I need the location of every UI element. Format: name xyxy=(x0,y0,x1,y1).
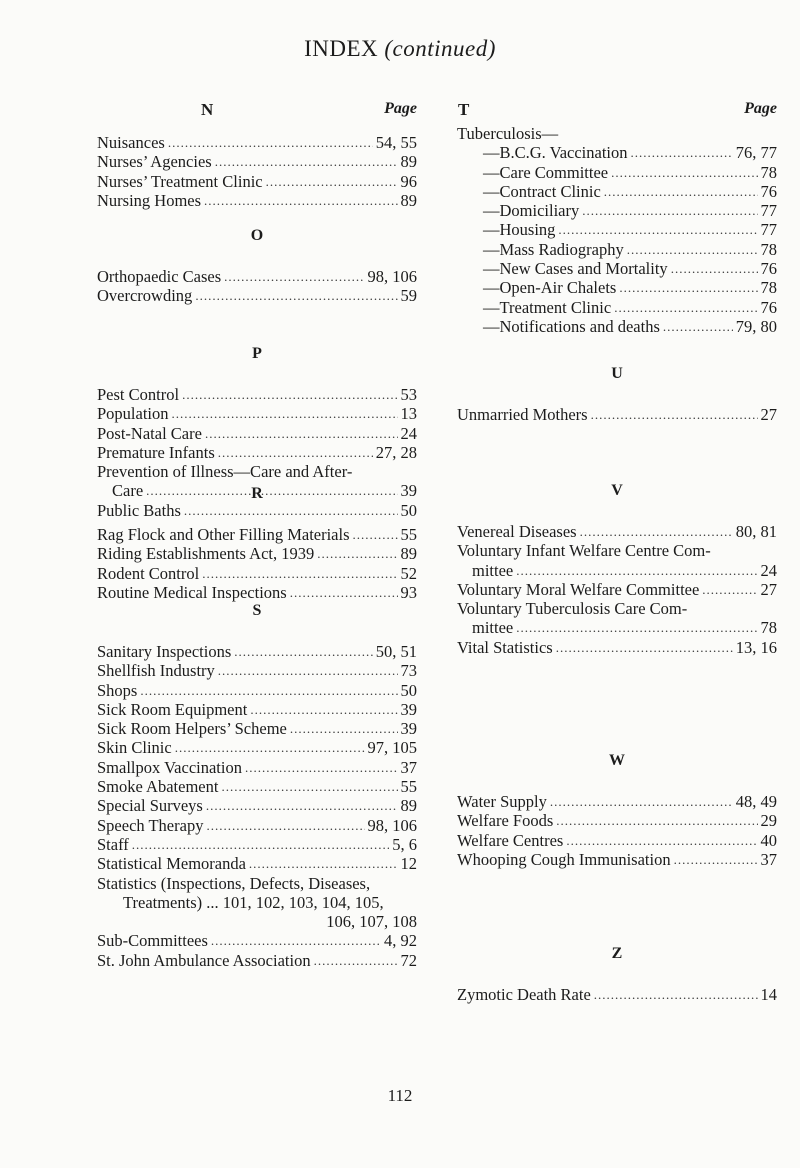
index-entry xyxy=(97,544,417,563)
entry-page: 73 xyxy=(400,661,417,681)
leader-dots xyxy=(556,638,733,657)
index-entry xyxy=(97,719,417,738)
entry-term: Routine Medical Inspections xyxy=(97,582,287,602)
entry-term: Nurses’ Agencies xyxy=(97,152,212,172)
entry-term: Premature Infants xyxy=(97,442,215,462)
index-entry xyxy=(97,642,417,661)
leader-dots xyxy=(175,738,365,757)
entry-page: 13 xyxy=(400,404,417,424)
entry-page: 78 xyxy=(760,239,777,259)
index-entry xyxy=(97,758,417,777)
leader-dots xyxy=(663,317,733,336)
entry-term: Sick Room Equipment xyxy=(97,699,248,719)
leader-dots xyxy=(290,583,398,602)
entry-page: 72 xyxy=(400,950,417,970)
leader-dots xyxy=(172,404,398,423)
index-entry-tb-care: Voluntary Tuberculosis Care Com- xyxy=(457,599,688,619)
leader-dots xyxy=(580,522,733,541)
section-w xyxy=(457,752,777,869)
leader-dots xyxy=(195,286,397,305)
index-entry xyxy=(97,661,417,680)
section-t xyxy=(457,124,777,336)
entry-term: Water Supply xyxy=(457,792,547,811)
leader-dots xyxy=(168,133,373,152)
index-entry xyxy=(97,424,417,443)
leader-dots xyxy=(631,143,733,162)
entry-page: 97, 105 xyxy=(367,738,417,758)
index-entry-statistics-cont: Treatments) ... 101, 102, 103, 104, 105, xyxy=(123,892,384,912)
entry-page: 39 xyxy=(400,699,417,719)
leader-dots xyxy=(516,561,757,580)
index-entry xyxy=(97,700,417,719)
entry-page: 50 xyxy=(400,680,417,700)
entry-page: 5, 6 xyxy=(392,834,417,854)
leader-dots xyxy=(182,385,397,404)
entry-term: —New Cases and Mortality xyxy=(483,259,668,279)
leader-dots xyxy=(202,564,397,583)
entry-term: Pest Control xyxy=(97,385,180,404)
index-heading-tuberculosis: Tuberculosis— xyxy=(457,124,559,143)
index-entry xyxy=(97,681,417,700)
section-letter-n: N xyxy=(201,100,214,119)
entry-term: Nursing Homes xyxy=(97,190,202,210)
leader-dots xyxy=(205,424,398,443)
entry-term: Speech Therapy xyxy=(97,815,204,835)
entry-page: 4, 92 xyxy=(384,931,417,951)
index-entry xyxy=(483,143,777,162)
entry-page: 27 xyxy=(760,405,777,424)
index-entry xyxy=(483,182,777,201)
leader-dots xyxy=(218,661,398,680)
leader-dots xyxy=(314,951,398,970)
section-v xyxy=(457,482,777,657)
entry-page: 37 xyxy=(760,849,777,869)
entry-term: Public Baths xyxy=(97,500,181,520)
leader-dots xyxy=(218,443,373,462)
entry-term: Unmarried Mothers xyxy=(457,405,588,424)
index-entry: Care ..... 39 xyxy=(97,481,417,500)
index-entry-statistics-pages: 106, 107, 108 xyxy=(326,912,417,932)
leader-dots xyxy=(614,298,757,317)
leader-dots xyxy=(224,267,364,286)
entry-term: —Treatment Clinic xyxy=(483,297,612,317)
index-entry xyxy=(457,811,777,830)
index-entry xyxy=(97,191,417,210)
entry-term: Riding Establishments Act, 1939 xyxy=(97,544,315,564)
entry-page: 76 xyxy=(760,259,777,279)
leader-dots xyxy=(206,796,398,815)
leader-dots xyxy=(250,700,397,719)
leader-dots xyxy=(611,163,757,182)
leader-dots xyxy=(516,618,757,637)
entry-term: —Mass Radiography xyxy=(483,239,624,259)
leader-dots xyxy=(204,191,397,210)
index-entry: Voluntary Moral Welfare Committee ..... 27 xyxy=(457,580,777,599)
index-entry xyxy=(97,172,417,191)
index-entry xyxy=(457,792,777,811)
entry-page: 77 xyxy=(760,220,777,240)
entry-term: Zymotic Death Rate xyxy=(457,985,591,1004)
entry-page: 78 xyxy=(760,278,777,298)
entry-term: Sanitary Inspections xyxy=(97,642,232,661)
index-entry xyxy=(483,220,777,239)
entry-page: 76 xyxy=(760,297,777,317)
index-entry xyxy=(97,152,417,171)
leader-dots xyxy=(317,544,397,563)
index-entry: mittee ..... 24 xyxy=(457,561,777,580)
index-entry xyxy=(97,835,417,854)
page-title xyxy=(0,36,800,62)
leader-dots xyxy=(558,220,757,239)
index-entry xyxy=(97,777,417,796)
index-entry-infant-welfare: Voluntary Infant Welfare Centre Com- xyxy=(457,541,711,561)
entry-page: 54, 55 xyxy=(375,133,417,152)
section-letter-r: R xyxy=(251,485,263,502)
entry-term: Welfare Foods xyxy=(457,811,554,831)
entry-term: —Care Committee xyxy=(483,162,609,182)
index-entry xyxy=(483,317,777,336)
leader-dots xyxy=(582,201,757,220)
section-s xyxy=(97,602,417,970)
entry-term: —Housing xyxy=(483,220,556,240)
index-entry: mittee ..... 78 xyxy=(457,618,777,637)
entry-term: Whooping Cough Immunisation xyxy=(457,849,671,869)
page-column-label: Page xyxy=(384,100,417,117)
entry-page: 89 xyxy=(400,544,417,564)
section-letter-o: O xyxy=(250,227,264,244)
title-main: INDEX xyxy=(304,36,379,61)
section-letter-u: U xyxy=(611,365,623,382)
entry-term: Staff xyxy=(97,834,129,854)
entry-page: 50 xyxy=(400,500,417,520)
entry-page: 55 xyxy=(400,777,417,797)
entry-page: 40 xyxy=(760,830,777,850)
leader-dots xyxy=(556,811,757,830)
entry-term: St. John Ambulance Association xyxy=(97,950,311,970)
entry-page: 12 xyxy=(400,854,417,874)
index-entry xyxy=(97,931,417,950)
index-entry xyxy=(97,404,417,423)
index-entry-prevention: Prevention of Illness—Care and After- xyxy=(97,462,353,482)
index-entry xyxy=(97,854,417,873)
entry-page: 52 xyxy=(400,563,417,583)
leader-dots xyxy=(353,525,398,544)
entry-page: 48, 49 xyxy=(735,792,777,811)
index-entry xyxy=(457,405,777,424)
left-column-header xyxy=(97,100,417,122)
leader-dots xyxy=(550,792,733,811)
entry-page: 78 xyxy=(760,162,777,182)
entry-term: —Open-Air Chalets xyxy=(483,278,617,298)
section-n xyxy=(97,133,417,210)
leader-dots xyxy=(566,831,757,850)
index-entry xyxy=(97,583,417,602)
entry-term: Overcrowding xyxy=(97,286,193,306)
entry-page: 14 xyxy=(760,985,777,1004)
page-column-label: Page xyxy=(744,100,777,117)
index-entry xyxy=(97,816,417,835)
section-letter-v: V xyxy=(611,482,623,499)
entry-page: 24 xyxy=(400,423,417,443)
entry-page: 77 xyxy=(760,201,777,221)
entry-term: Shops xyxy=(97,680,138,700)
section-letter-t: T xyxy=(458,100,470,119)
entry-page: 27, 28 xyxy=(375,442,417,462)
entry-term: Sub-Committees xyxy=(97,931,208,951)
entry-page: 98, 106 xyxy=(367,267,417,286)
index-entry-statistics: Statistics (Inspections, Defects, Diseases, xyxy=(97,873,371,893)
leader-dots xyxy=(627,240,758,259)
index-entry xyxy=(97,133,417,152)
entry-page: 39 xyxy=(400,719,417,739)
index-entry xyxy=(97,525,417,544)
leader-dots xyxy=(249,854,398,873)
index-entry xyxy=(97,564,417,583)
title-continued: (continued) xyxy=(384,36,496,61)
index-entry xyxy=(97,796,417,815)
index-entry xyxy=(97,267,417,286)
entry-page: 89 xyxy=(400,190,417,210)
leader-dots xyxy=(671,259,758,278)
entry-page: 59 xyxy=(400,286,417,306)
entry-term: Nurses’ Treatment Clinic xyxy=(97,171,263,191)
index-entry xyxy=(97,951,417,970)
entry-page: 76 xyxy=(760,181,777,201)
entry-page: 89 xyxy=(400,152,417,172)
entry-term: Sick Room Helpers’ Scheme xyxy=(97,719,287,739)
right-column-header xyxy=(457,100,777,122)
leader-dots xyxy=(215,152,398,171)
entry-term: Smoke Abatement xyxy=(97,777,219,797)
index-entry xyxy=(483,259,777,278)
index-entry xyxy=(457,831,777,850)
index-entry xyxy=(483,240,777,259)
entry-term: Nuisances xyxy=(97,133,165,152)
entry-page: 89 xyxy=(400,796,417,816)
entry-term: —Contract Clinic xyxy=(483,181,601,201)
entry-term: Population xyxy=(97,404,169,424)
leader-dots xyxy=(206,816,364,835)
leader-dots xyxy=(702,580,757,599)
entry-term: Post-Natal Care xyxy=(97,423,202,443)
leader-dots xyxy=(290,719,398,738)
leader-dots xyxy=(234,642,372,661)
index-entry: Venereal Diseases ..... 80, 81 xyxy=(457,522,777,541)
section-letter-s: S xyxy=(252,602,262,619)
entry-page: 79, 80 xyxy=(735,316,777,336)
leader-dots xyxy=(591,405,758,424)
entry-page: 98, 106 xyxy=(367,815,417,835)
entry-term: Statistical Memoranda xyxy=(97,854,246,874)
leader-dots xyxy=(132,835,389,854)
entry-page: 29 xyxy=(760,811,777,831)
index-entry xyxy=(97,443,417,462)
section-u xyxy=(457,365,777,424)
entry-page: 53 xyxy=(400,385,417,404)
index-entry xyxy=(483,201,777,220)
entry-term: Orthopaedic Cases xyxy=(97,267,222,286)
page-number: 112 xyxy=(387,1086,413,1105)
leader-dots xyxy=(594,985,758,1004)
entry-term: Skin Clinic xyxy=(97,738,172,758)
leader-dots xyxy=(619,278,757,297)
entry-term: Shellfish Industry xyxy=(97,661,215,681)
entry-page: 76, 77 xyxy=(735,143,777,163)
leader-dots xyxy=(674,850,758,869)
entry-term: Rodent Control xyxy=(97,563,200,583)
leader-dots xyxy=(140,681,397,700)
entry-term: Special Surveys xyxy=(97,796,203,816)
index-entry xyxy=(97,385,417,404)
entry-page: 93 xyxy=(400,582,417,602)
entry-term: —Domiciliary xyxy=(483,201,580,221)
section-letter-w: W xyxy=(609,752,625,769)
index-entry xyxy=(483,298,777,317)
entry-term: —Notifications and deaths xyxy=(483,316,660,336)
index-entry xyxy=(97,738,417,757)
entry-term: Rag Flock and Other Filling Materials xyxy=(97,525,350,544)
entry-page: 50, 51 xyxy=(375,642,417,661)
leader-dots xyxy=(211,931,381,950)
entry-term: —B.C.G. Vaccination xyxy=(483,143,628,163)
leader-dots xyxy=(245,758,398,777)
section-letter-z: Z xyxy=(611,945,623,962)
index-entry xyxy=(457,985,777,1004)
section-r xyxy=(97,485,417,602)
entry-page: 55 xyxy=(400,525,417,544)
section-z xyxy=(457,945,777,1004)
index-entry: Vital Statistics ..... 13, 16 xyxy=(457,638,777,657)
entry-page: 96 xyxy=(400,171,417,191)
leader-dots xyxy=(604,182,758,201)
leader-dots xyxy=(221,777,397,796)
entry-term: Smallpox Vaccination xyxy=(97,757,242,777)
leader-dots xyxy=(266,172,398,191)
entry-page: 37 xyxy=(400,757,417,777)
index-entry xyxy=(483,163,777,182)
index-entry xyxy=(457,850,777,869)
entry-term: Welfare Centres xyxy=(457,830,564,850)
section-letter-p: P xyxy=(252,345,262,362)
section-o xyxy=(97,227,417,306)
index-entry xyxy=(483,278,777,297)
index-entry xyxy=(97,286,417,305)
